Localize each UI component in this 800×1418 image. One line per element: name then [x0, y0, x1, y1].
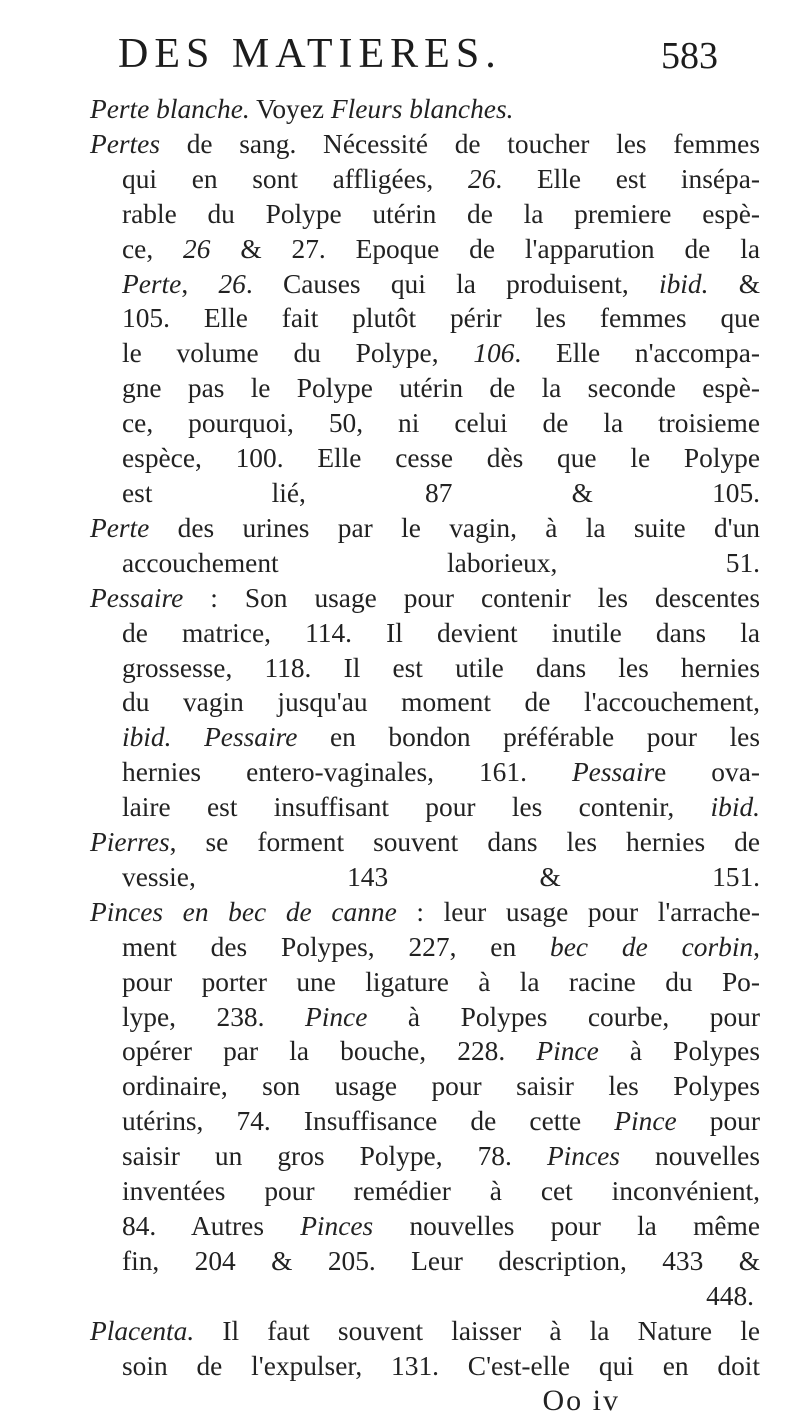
- page-number: 583: [661, 35, 718, 77]
- index-line: utérins, 74. Insuffisance de cette Pince pour: [122, 1106, 760, 1137]
- index-line: Pessaire : Son usage pour contenir les descentes: [90, 582, 760, 613]
- index-line: hernies entero-vaginales, 161. Pessaire ova-: [122, 757, 760, 788]
- index-line: Perte des urines par le vagin, à la suite d'un: [90, 512, 760, 543]
- index-line: 84. Autres Pinces nouvelles pour la même: [122, 1211, 760, 1241]
- index-line: gne pas le Polype utérin de la seconde espè-: [122, 373, 760, 404]
- index-line: vessie, 143 & 151.: [122, 861, 760, 892]
- index-line: pour porter une ligature à la racine du Po-: [122, 966, 760, 997]
- index-line: Perte blanche. Voyez Fleurs blanches.: [90, 94, 514, 124]
- index-line: inventées pour remédier à cet inconvénient,: [122, 1176, 760, 1207]
- index-line: de matrice, 114. Il devient inutile dans la: [122, 617, 760, 648]
- index-line: soin de l'expulser, 131. C'est-elle qui en doit: [122, 1350, 760, 1381]
- index-line: fin, 204 & 205. Leur description, 433 &: [122, 1245, 760, 1276]
- index-line: espèce, 100. Elle cesse dès que le Polype: [122, 443, 760, 474]
- index-line: opérer par la bouche, 228. Pince à Polypes: [122, 1036, 760, 1067]
- index-line: grossesse, 118. Il est utile dans les hernies: [122, 652, 760, 683]
- index-line: Pertes de sang. Nécessité de toucher les femmes: [90, 128, 760, 159]
- index-line: du vagin jusqu'au moment de l'accouchement,: [122, 687, 760, 718]
- signature-mark: Oo iv: [542, 1383, 620, 1417]
- index-line: rable du Polype utérin de la premiere espè-: [122, 198, 760, 229]
- index-line: laire est insuffisant pour les contenir, ibid.: [122, 792, 760, 823]
- index-line: Perte, 26. Causes qui la produisent, ibid. &: [122, 268, 761, 299]
- index-line: saisir un gros Polype, 78. Pinces nouvelles: [122, 1141, 761, 1172]
- index-line: 105. Elle fait plutôt périr les femmes que: [122, 303, 760, 334]
- index-line: est lié, 87 & 105.: [122, 477, 760, 508]
- index-line: ordinaire, son usage pour saisir les Polypes: [122, 1071, 760, 1102]
- index-line: Pierres, se forment souvent dans les hernies de: [90, 827, 760, 858]
- index-line: le volume du Polype, 106. Elle n'accompa-: [122, 338, 760, 369]
- index-line: ibid. Pessaire en bondon préférable pour les: [122, 722, 760, 753]
- index-line: 448.: [706, 1280, 754, 1311]
- index-line: lype, 238. Pince à Polypes courbe, pour: [122, 1001, 760, 1032]
- index-line: Pinces en bec de canne : leur usage pour l'arrache-: [90, 896, 760, 927]
- index-line: ce, pourquoi, 50, ni celui de la troisieme: [122, 408, 760, 439]
- index-line: qui en sont affligées, 26. Elle est insépa-: [122, 163, 760, 194]
- running-head: DES MATIERES.: [118, 31, 502, 77]
- index-entries: [90, 92, 761, 1384]
- index-line: ce, 26 & 27. Epoque de l'apparution de la: [122, 233, 760, 264]
- index-line: Placenta. Il faut souvent laisser à la Nature le: [90, 1315, 760, 1346]
- page-header: [96, 0, 760, 92]
- index-line: accouchement laborieux, 51.: [122, 547, 760, 578]
- index-line: ment des Polypes, 227, en bec de corbin,: [122, 931, 760, 962]
